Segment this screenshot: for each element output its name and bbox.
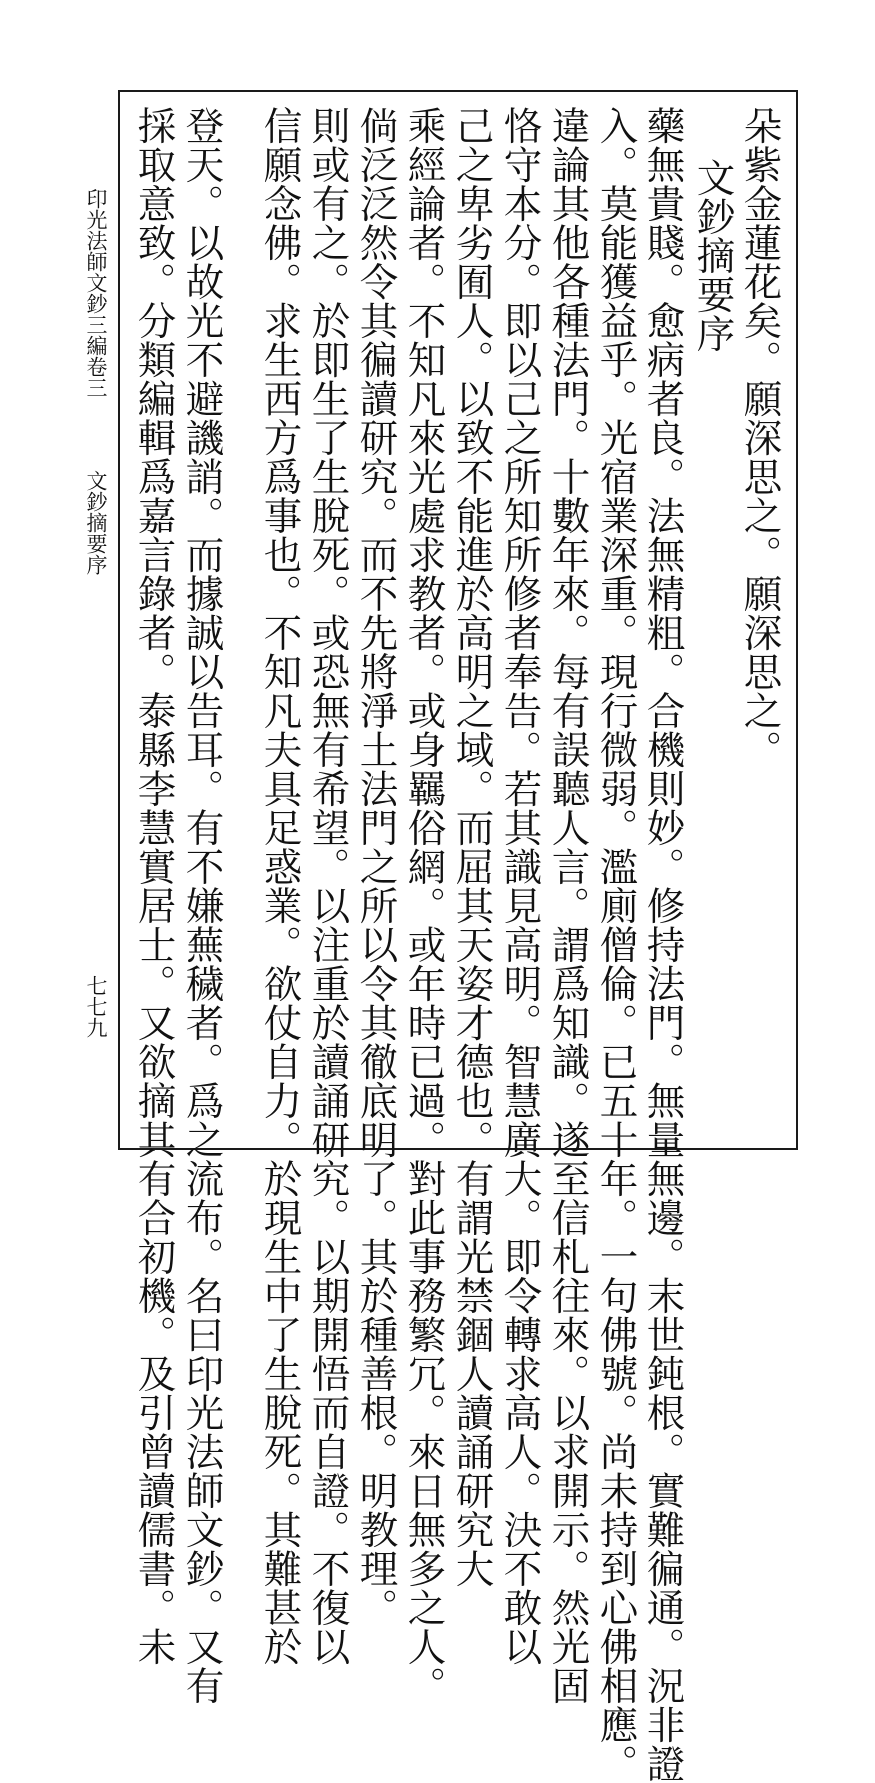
- text-column-10: 則或有之。於即生了生脫死。或恐無有希望。以注重於讀誦研究。以期開悟而自證。不復以: [305, 106, 351, 1666]
- text-column-5: 違論其他各種法門。十數年來。每有誤聽人言。謂爲知識。遂至信札往來。以求開示。然光固: [545, 106, 591, 1705]
- frame-left-border: [118, 90, 120, 1150]
- text-column-12: 登天。以故光不避譏誚。而據誠以告耳。有不嫌蕪穢者。爲之流布。名曰印光法師文鈔。又有: [179, 106, 225, 1705]
- margin-title: 印光法師文鈔三編卷三: [84, 188, 108, 398]
- frame-top-border: [118, 90, 798, 92]
- page-number: 七七九: [84, 975, 108, 1038]
- frame-right-border: [796, 90, 798, 1150]
- text-column-11: 信願念佛。求生西方爲事也。不知凡夫具足惑業。欲仗自力。於現生中了生脫死。其難甚於: [257, 106, 303, 1666]
- text-column-8: 乘經論者。不知凡來光處求教者。或身羈俗網。或年時已過。對此事務繁冗。來日無多之人。: [401, 106, 447, 1705]
- section-heading: 文鈔摘要序: [690, 158, 736, 353]
- text-column-6: 恪守本分。即以己之所知所修者奉告。若其識見高明。智慧廣大。即令轉求高人。決不敢以: [497, 106, 543, 1666]
- margin-section: 文鈔摘要序: [84, 470, 108, 575]
- text-column-13: 採取意致。分類編輯爲嘉言錄者。泰縣李慧實居士。又欲摘其有合初機。及引曾讀儒書。未: [131, 106, 177, 1666]
- text-column-9: 倘泛泛然令其徧讀研究。而不先將淨土法門之所以令其徹底明了。其於種善根。明教理。: [353, 106, 399, 1627]
- text-column-1: 朵紫金蓮花矣。願深思之。願深思之。: [737, 106, 783, 769]
- text-column-4: 入。莫能獲益乎。光宿業深重。現行微弱。濫廁僧倫。已五十年。一句佛號。尚未持到心佛相應。: [593, 106, 639, 1783]
- text-column-3: 藥無貴賤。愈病者良。法無精粗。合機則妙。修持法門。無量無邊。末世鈍根。實難徧通。況非證: [640, 106, 686, 1783]
- text-column-7: 己之卑劣囿人。以致不能進於高明之域。而屈其天姿才德也。有謂光禁錮人讀誦研究大: [449, 106, 495, 1588]
